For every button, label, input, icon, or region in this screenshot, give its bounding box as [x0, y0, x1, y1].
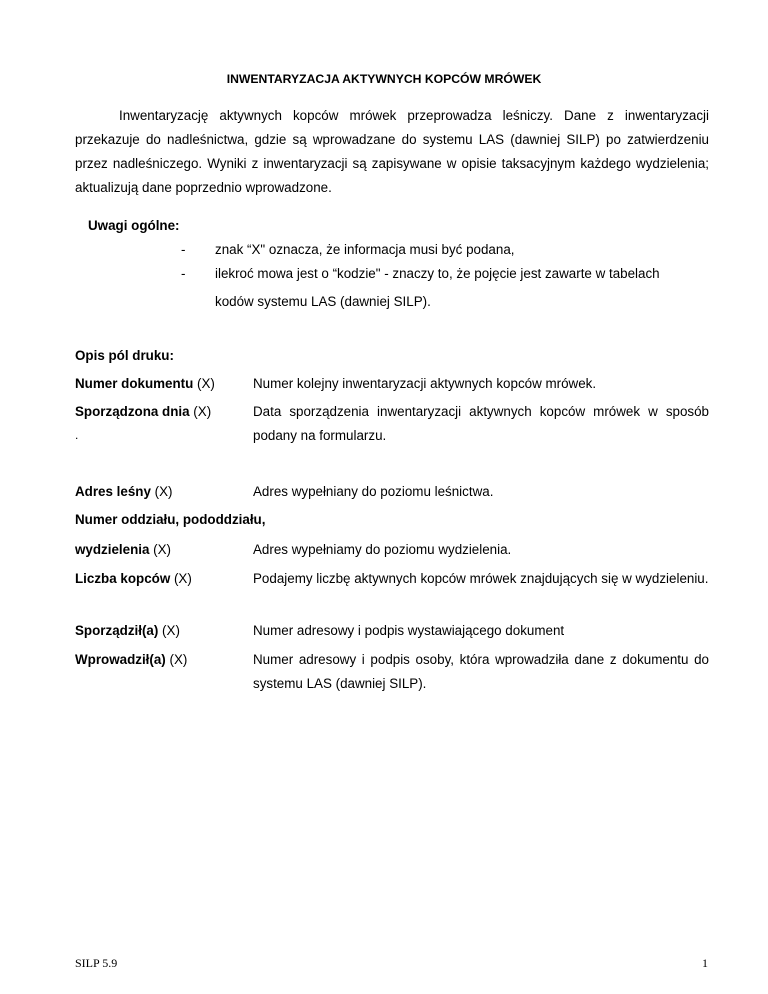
field-label-wprowadzil: Wprowadził(a) (X) [75, 652, 188, 667]
field-desc-wprowadzil: Numer adresowy i podpis osoby, która wprowadziła dane z dokumentu do systemu LAS (dawniej SILP). [253, 652, 709, 691]
document-title: INWENTARYZACJA AKTYWNYCH KOPCÓW MRÓWEK [226, 72, 542, 86]
note-1-dash: - [181, 242, 186, 257]
general-notes-heading: Uwagi ogólne: [88, 218, 180, 233]
note-2-dash: - [181, 266, 186, 281]
footer-version: SILP 5.9 [75, 956, 118, 970]
field-label-sporzadzona-dnia: Sporządzona dnia (X) [75, 404, 212, 419]
field-label-wydzielenia: wydzielenia (X) [75, 542, 171, 557]
field-desc-adres-lesny: Adres wypełniany do poziomu leśnictwa. [253, 484, 494, 499]
note-2-continuation: kodów systemu LAS (dawniej SILP). [215, 294, 431, 309]
field-desc-numer-dokumentu: Numer kolejny inwentaryzacji aktywnych kopców mrówek. [253, 376, 597, 391]
field-label-liczba-kopcow: Liczba kopców (X) [75, 571, 192, 586]
field-label-numer-dokumentu: Numer dokumentu (X) [75, 376, 215, 391]
note-1-text: znak “X" oznacza, że informacja musi być podana, [215, 242, 515, 257]
field-desc-liczba-kopcow: Podajemy liczbę aktywnych kopców mrówek znajdujących się w wydzieleniu. [253, 571, 709, 586]
page-number: 1 [702, 956, 708, 970]
field-desc-wydzielenia: Adres wypełniamy do poziomu wydzielenia. [253, 542, 512, 557]
intro-paragraph [75, 104, 709, 200]
fields-description-heading: Opis pól druku: [75, 348, 174, 363]
intro-text: Inwentaryzację aktywnych kopców mrówek przeprowadza leśniczy. Dane z inwentaryzacji przekazuje do nadleśnictwa, gdzie są wprowadzane do systemu LAS (dawniej SILP) po zatwierdzeniu przez nadleśniczego. Wyniki z inwentaryzacji są zapisywane w opisie taksacyjnym każdego wydzielenia; aktualizują dane poprzednio wprowadzone. [75, 108, 709, 195]
subdivision-group-heading: Numer oddziału, pododdziału, [75, 512, 266, 527]
field-desc-sporzadzil: Numer adresowy i podpis wystawiającego dokument [253, 623, 565, 638]
field-desc-sporzadzona-dnia: Data sporządzenia inwentaryzacji aktywnych kopców mrówek w sposób podany na formularzu. [253, 404, 709, 443]
field-label-adres-lesny: Adres leśny (X) [75, 484, 173, 499]
note-2-text: ilekroć mowa jest o “kodzie" - znaczy to, że pojęcie jest zawarte w tabelach [215, 266, 660, 281]
stray-dot: . [75, 428, 79, 442]
field-label-sporzadzil: Sporządził(a) (X) [75, 623, 180, 638]
